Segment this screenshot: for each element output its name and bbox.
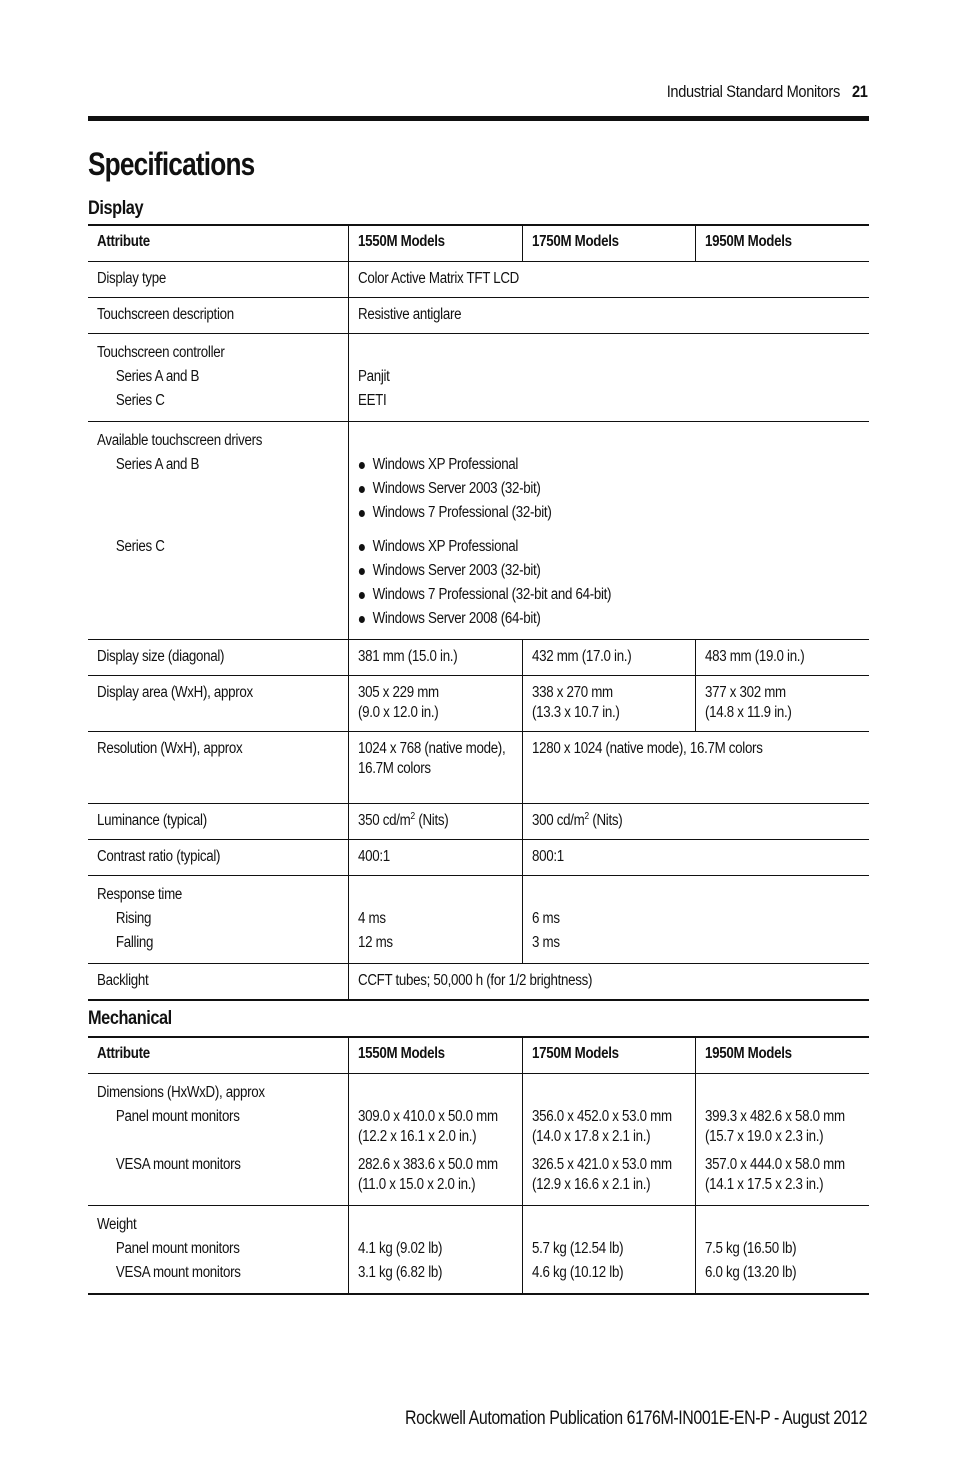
row-sublabel: Series A and B (115, 368, 200, 385)
table-row (88, 262, 869, 298)
cell-value: 6 ms (531, 910, 560, 927)
row-sublabel: Panel mount monitors (115, 1108, 240, 1125)
cell-value: 377 x 302 mm (704, 684, 786, 701)
row-sublabel: Rising (115, 910, 152, 927)
row-label: Touchscreen description (97, 306, 234, 323)
column-header: 1550M Models (348, 225, 522, 262)
row-sublabel: VESA mount monitors (115, 1264, 241, 1281)
running-header (667, 82, 868, 102)
cell-value: (14.1 x 17.5 x 2.3 in.) (704, 1176, 823, 1193)
cell-value: 3 ms (531, 934, 560, 951)
header-rule (88, 116, 869, 121)
row-label: Contrast ratio (typical) (97, 848, 221, 865)
cell-value: 282.6 x 383.6 x 50.0 mm (357, 1156, 498, 1173)
column-header: 1750M Models (522, 225, 695, 262)
cell-value: 800:1 (531, 848, 564, 865)
row-label: Display area (WxH), approx (97, 684, 253, 701)
cell-value: 326.5 x 421.0 x 53.0 mm (531, 1156, 672, 1173)
list-item: Windows 7 Professional (32-bit and 64-bit) (358, 583, 859, 607)
table-row (88, 298, 869, 334)
cell-value: 350 $cd/m^2$ (Nits) (357, 811, 448, 829)
cell-value: 399.3 x 482.6 x 58.0 mm (704, 1108, 845, 1125)
cell-value: 400:1 (357, 848, 390, 865)
cell-value: (13.3 x 10.7 in.) (531, 704, 620, 721)
mechanical-spec-table (88, 1036, 869, 1295)
cell-value: (11.0 x 15.0 x 2.0 in.) (357, 1176, 475, 1193)
list-item: Windows Server 2003 (32-bit) (358, 559, 859, 583)
column-header: 1950M Models (695, 1037, 869, 1074)
cell-value: Resistive antiglare (357, 306, 461, 323)
row-label: Touchscreen controller (97, 344, 225, 361)
cell-value: 381 mm (15.0 in.) (357, 648, 457, 665)
cell-value: 357.0 x 444.0 x 58.0 mm (704, 1156, 845, 1173)
row-sublabel: VESA mount monitors (115, 1156, 241, 1173)
row-sublabel: Series C (115, 392, 165, 409)
cell-value: 3.1 kg (6.82 lb) (357, 1264, 442, 1281)
table-row (88, 840, 869, 876)
cell-value: (15.7 x 19.0 x 2.3 in.) (704, 1128, 823, 1145)
cell-value: 309.0 x 410.0 x 50.0 mm (357, 1108, 498, 1125)
cell-value: 4.6 kg (10.12 lb) (531, 1264, 623, 1281)
table-header-row (88, 225, 869, 262)
page-number: 21 (852, 82, 868, 101)
cell-value: Color Active Matrix TFT LCD (357, 270, 519, 287)
list-item: Windows XP Professional (358, 535, 859, 559)
cell-value: 432 mm (17.0 in.) (531, 648, 631, 665)
table-row (88, 640, 869, 676)
cell-value: 483 mm (19.0 in.) (704, 648, 804, 665)
list-item: Windows XP Professional (358, 453, 859, 477)
list-item: Windows Server 2003 (32-bit) (358, 477, 859, 501)
row-sublabel: Falling (115, 934, 154, 951)
cell-value: 305 x 229 mm (357, 684, 439, 701)
list-item: Windows Server 2008 (64-bit) (358, 607, 859, 631)
table-row (88, 422, 869, 640)
cell-value: (14.8 x 11.9 in.) (704, 704, 792, 721)
table-row (88, 676, 869, 732)
cell-value: 356.0 x 452.0 x 53.0 mm (531, 1108, 672, 1125)
row-label: Weight (97, 1216, 137, 1233)
cell-value: (12.2 x 16.1 x 2.0 in.) (357, 1128, 476, 1145)
cell-value: 1280 x 1024 (native mode), 16.7M colors (531, 740, 763, 757)
cell-value: (12.9 x 16.6 x 2.1 in.) (531, 1176, 650, 1193)
display-heading: Display (88, 198, 144, 219)
driver-list-series-c (358, 535, 859, 631)
column-header: 1750M Models (522, 1037, 695, 1074)
row-label: Display type (97, 270, 167, 287)
cell-value: 338 x 270 mm (531, 684, 613, 701)
cell-value: CCFT tubes; 50,000 h (for 1/2 brightness) (357, 972, 592, 989)
column-header: 1550M Models (348, 1037, 522, 1074)
row-label: Dimensions (HxWxD), approx (97, 1084, 265, 1101)
table-row (88, 804, 869, 840)
cell-value: 4.1 kg (9.02 lb) (357, 1240, 442, 1257)
list-item: Windows 7 Professional (32-bit) (358, 501, 859, 525)
table-row (88, 964, 869, 1001)
cell-value: 300 $cd/m^2$ (Nits) (531, 811, 622, 829)
cell-value: 6.0 kg (13.20 lb) (704, 1264, 796, 1281)
column-header: Attribute (88, 225, 348, 262)
publication-footer: Rockwell Automation Publication 6176M-IN001E-EN-P - August 2012 (404, 1408, 867, 1429)
row-label: Response time (97, 886, 183, 903)
row-label: Luminance (typical) (97, 812, 207, 829)
cell-value: Panjit (357, 368, 390, 385)
cell-value: (14.0 x 17.8 x 2.1 in.) (531, 1128, 650, 1145)
cell-value: 5.7 kg (12.54 lb) (531, 1240, 623, 1257)
row-sublabel: Series C (115, 538, 165, 555)
table-row (88, 334, 869, 422)
column-header: 1950M Models (695, 225, 869, 262)
row-label: Display size (diagonal) (97, 648, 225, 665)
table-row (88, 876, 869, 964)
table-header-row (88, 1037, 869, 1074)
row-sublabel: Series A and B (115, 456, 200, 473)
running-header-section: Industrial Standard Monitors (667, 82, 841, 101)
cell-value: 4 ms (357, 910, 386, 927)
table-row (88, 732, 869, 804)
cell-value: 12 ms (357, 934, 393, 951)
row-label: Available touchscreen drivers (97, 432, 263, 449)
display-spec-table (88, 224, 869, 1001)
driver-list-series-ab (358, 453, 859, 525)
cell-value: 1024 x 768 (native mode), (357, 740, 505, 757)
cell-value: 16.7M colors (357, 760, 431, 777)
table-row (88, 1206, 869, 1295)
mechanical-heading: Mechanical (88, 1008, 172, 1029)
table-row (88, 1074, 869, 1206)
cell-value: (9.0 x 12.0 in.) (357, 704, 438, 721)
row-sublabel: Panel mount monitors (115, 1240, 240, 1257)
row-label: Resolution (WxH), approx (97, 740, 243, 757)
row-label: Backlight (97, 972, 149, 989)
column-header: Attribute (88, 1037, 348, 1074)
cell-value: 7.5 kg (16.50 lb) (704, 1240, 796, 1257)
cell-value: EETI (357, 392, 386, 409)
page-title: Specifications (88, 146, 255, 182)
